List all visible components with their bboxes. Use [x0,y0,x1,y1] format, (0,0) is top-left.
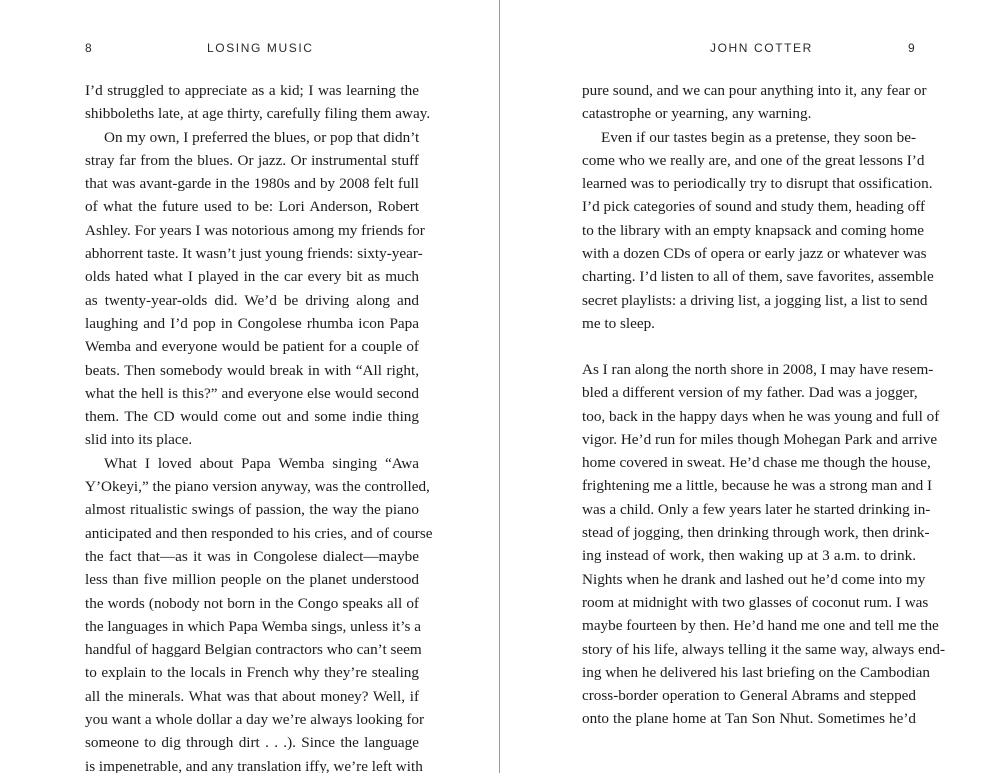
text-line: someone to dig through dirt . . .). Since the language [85,734,419,752]
right-text-block-bottom [582,358,946,731]
text-line: frightening me a little, because he was a strong man and I [582,477,933,495]
text-line: of what the future used to be: Lori Anderson, Robert [85,198,419,216]
text-line: handful of haggard Belgian contractors who can’t seem [85,641,422,659]
text-line: beats. Then somebody would break in with “All right, [85,361,419,379]
text-line: as twenty-year-olds did. We’d be driving along and [85,291,419,309]
text-line: catastrophe or yearning, any warning. [582,105,812,123]
text-line: to explain to the locals in French why they’re stealing [85,664,419,682]
text-line: almost ritualistic swings of passion, the way the piano [85,501,419,519]
text-line: the fact that—as it was in Congolese dialect—maybe [85,547,419,565]
text-line: you want a whole dollar a day we’re always looking for [85,711,425,729]
text-line: stead of jogging, then drinking through work, then drink- [582,524,930,542]
text-line: abhorrent taste. It wasn’t just young friends: sixty-year- [85,245,423,263]
text-line: slid into its place. [85,431,193,449]
running-head-left: LOSING MUSIC [207,41,314,55]
text-line: secret playlists: a driving list, a jogging list, a list to send [582,291,928,309]
text-line: As I ran along the north shore in 2008, I may have resem- [582,361,934,378]
text-line: charting. I’d listen to all of them, save favorites, assemble [582,268,934,286]
text-line: what the hell is this?” and everyone else would second [85,384,419,402]
text-line: was a child. Only a few years later he started drinking in- [582,500,931,518]
text-line: that was avant-garde in the 1980s and by 2008 felt full [85,175,419,193]
text-line: Nights when he drank and lashed out he’d come into my [582,570,926,588]
text-line: me to sleep. [582,314,655,332]
text-line: is impenetrable, and any translation iffy, we’re left with [85,757,423,773]
left-text-block [85,79,433,773]
text-line: Wemba and everyone would be patient for a couple of [85,338,419,356]
text-line: them. The CD would come out and some indie thing [85,408,419,426]
text-line: I’d pick categories of sound and study them, heading off [582,198,926,216]
text-line: stray far from the blues. Or jazz. Or instrumental stuff [85,151,419,169]
text-line: laughing and I’d pop in Congolese rhumba icon Papa [85,314,419,332]
text-line: onto the plane home at Tan Son Nhut. Sometimes he’d [582,710,916,728]
text-line: home covered in sweat. He’d chase me though the house, [582,454,931,472]
text-line: shibboleths late, at age thirty, carefully filing them away. [85,105,431,123]
text-line: room at midnight with two glasses of coconut rum. I was [582,593,929,611]
text-line: bled a different version of my father. Dad was a jogger, [582,384,918,402]
page-number-right: 9 [908,41,915,55]
right-text-block-top [582,79,934,335]
text-line: Even if our tastes begin as a pretense, they soon be- [601,128,916,146]
text-line: the languages in which Papa Wemba sings, unless it’s a [85,617,421,635]
text-line: the words (nobody not born in the Congo speaks all of [85,594,419,612]
text-line: maybe fourteen by then. He’d hand me one and tell me the [582,617,939,635]
text-line: cross-border operation to General Abrams and stepped [582,687,916,705]
text-line: too, back in the happy days when he was young and full of [582,407,940,425]
text-line: Ashley. For years I was notorious among my friends for [85,221,425,239]
right-page [500,0,1000,773]
text-line: with a dozen CDs of opera or early jazz or whatever was [582,245,927,263]
text-line: I’d struggled to appreciate as a kid; I was learning the [85,82,419,99]
text-line: ing when he delivered his last briefing on the Cambodian [582,663,930,681]
text-line: learned was to periodically try to disrupt that ossification. [582,175,933,193]
text-line: story of his life, always telling it the same way, always end- [582,640,946,658]
text-line: anticipated and then responded to his cries, and of course [85,524,433,542]
text-line: vigor. He’d run for miles though Mohegan Park and arrive [582,430,938,448]
running-head-right: JOHN COTTER [710,41,813,55]
text-line: On my own, I preferred the blues, or pop that didn’t [104,128,420,146]
text-line: all the minerals. What was that about money? Well, if [85,687,419,705]
text-line: come who we really are, and one of the great lessons I’d [582,151,925,169]
text-line: What I loved about Papa Wemba singing “Awa [104,454,419,472]
text-line: ing instead of work, then waking up at 3 a.m. to drink. [582,547,916,565]
text-line: olds hated what I played in the car every bit as much [85,268,419,286]
text-line: pure sound, and we can pour anything into it, any fear or [582,82,927,99]
page-number-left: 8 [85,41,92,55]
text-line: Y’Okeyi,” the piano version anyway, was the controlled, [85,478,430,496]
text-line: less than five million people on the planet understood [85,571,419,589]
text-line: to the library with an empty knapsack and coming home [582,221,925,239]
